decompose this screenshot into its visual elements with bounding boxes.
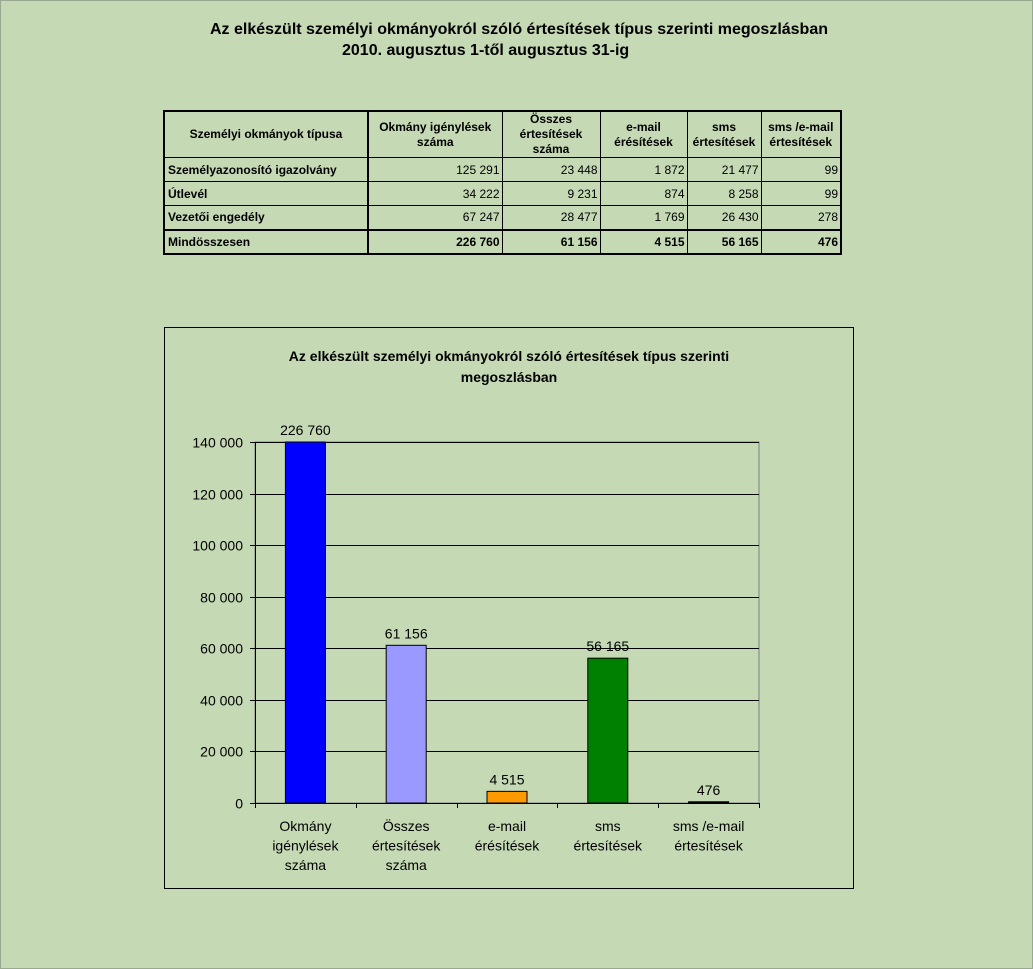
cell-email-notifications: 1 872 xyxy=(600,158,687,182)
cell-sms-notifications: 8 258 xyxy=(687,182,761,206)
header-document-type: Személyi okmányok típusa xyxy=(164,111,368,158)
y-tick-label: 80 000 xyxy=(200,589,243,606)
y-tick-label: 140 000 xyxy=(192,434,243,451)
cell-email-notifications: 1 769 xyxy=(600,206,687,230)
data-label: 56 165 xyxy=(586,638,630,655)
table-row xyxy=(164,182,841,206)
cell-total-notifications: 9 231 xyxy=(502,182,600,206)
chart-frame xyxy=(164,327,854,889)
header-total-notifications: Összes értesítések száma xyxy=(502,111,600,158)
table-row xyxy=(164,158,841,182)
page-title-line-2: 2010. augusztus 1-től augusztus 31-ig xyxy=(342,42,630,59)
x-category-label: érésítések xyxy=(474,837,540,854)
x-category-label: száma xyxy=(385,857,427,873)
x-category-label: értesítések xyxy=(371,837,441,854)
data-label: 61 156 xyxy=(384,625,428,642)
chart-title-line-1: Az elkészült személyi okmányokról szóló értesítések típus szerinti xyxy=(288,348,730,364)
row-label: Vezetői engedély xyxy=(164,206,368,230)
table-row xyxy=(164,206,841,230)
cell-sms-email-notifications: 99 xyxy=(761,158,841,182)
y-tick-label: 20 000 xyxy=(200,743,243,760)
cell-sms-email-notifications: 99 xyxy=(761,182,841,206)
bar xyxy=(285,442,325,803)
data-label: 4 515 xyxy=(489,771,525,788)
cell-sms-notifications: 26 430 xyxy=(687,206,761,230)
total-total-notifications: 61 156 xyxy=(502,230,600,254)
header-sms-notifications: sms értesítések xyxy=(687,111,761,158)
cell-sms-notifications: 21 477 xyxy=(687,158,761,182)
bar xyxy=(487,791,527,803)
bar xyxy=(588,658,628,803)
data-label: 476 xyxy=(696,781,721,798)
cell-applications: 67 247 xyxy=(368,206,502,230)
x-category-label: értesítések xyxy=(674,837,743,854)
x-category-label: sms /e-mail xyxy=(672,818,745,834)
total-sms-notifications: 56 165 xyxy=(687,230,761,254)
cell-sms-email-notifications: 278 xyxy=(761,206,841,230)
cell-email-notifications: 874 xyxy=(600,182,687,206)
x-category-label: e-mail xyxy=(487,818,527,834)
table-total-row xyxy=(164,230,841,254)
table-header-row xyxy=(164,111,841,158)
x-category-label: száma xyxy=(284,857,327,873)
total-email-notifications: 4 515 xyxy=(600,230,687,254)
header-applications: Okmány igénylések száma xyxy=(368,111,502,158)
data-table xyxy=(163,110,842,255)
bar-chart xyxy=(165,328,853,888)
x-category-label: igénylések xyxy=(272,837,339,854)
row-label: Útlevél xyxy=(164,182,368,206)
cell-total-notifications: 28 477 xyxy=(502,206,600,230)
bar xyxy=(689,802,729,803)
row-label: Személyazonosító igazolvány xyxy=(164,158,368,182)
y-tick-label: 120 000 xyxy=(192,486,243,503)
page-title-line-1: Az elkészült személyi okmányokról szóló értesítések típus szerinti megoszlásban xyxy=(210,21,828,38)
x-category-label: Okmány xyxy=(279,818,332,834)
y-tick-label: 100 000 xyxy=(192,537,243,554)
bar xyxy=(386,645,426,803)
total-applications: 226 760 xyxy=(368,230,502,254)
x-category-label: értesítések xyxy=(573,837,643,854)
data-label: 226 760 xyxy=(280,422,331,438)
y-tick-label: 60 000 xyxy=(200,640,243,657)
x-category-label: Összes xyxy=(382,818,430,834)
header-email-notifications: e-mail érésítések xyxy=(600,111,687,158)
cell-total-notifications: 23 448 xyxy=(502,158,600,182)
header-sms-email-notifications: sms /e-mail értesítések xyxy=(761,111,841,158)
y-tick-label: 0 xyxy=(235,795,243,812)
x-category-label: sms xyxy=(594,818,621,834)
total-label: Mindösszesen xyxy=(164,230,368,254)
cell-applications: 34 222 xyxy=(368,182,502,206)
cell-applications: 125 291 xyxy=(368,158,502,182)
total-sms-email-notifications: 476 xyxy=(761,230,841,254)
plot-area xyxy=(255,442,759,803)
y-tick-label: 40 000 xyxy=(200,692,243,709)
chart-title-line-2: megoszlásban xyxy=(460,369,558,385)
